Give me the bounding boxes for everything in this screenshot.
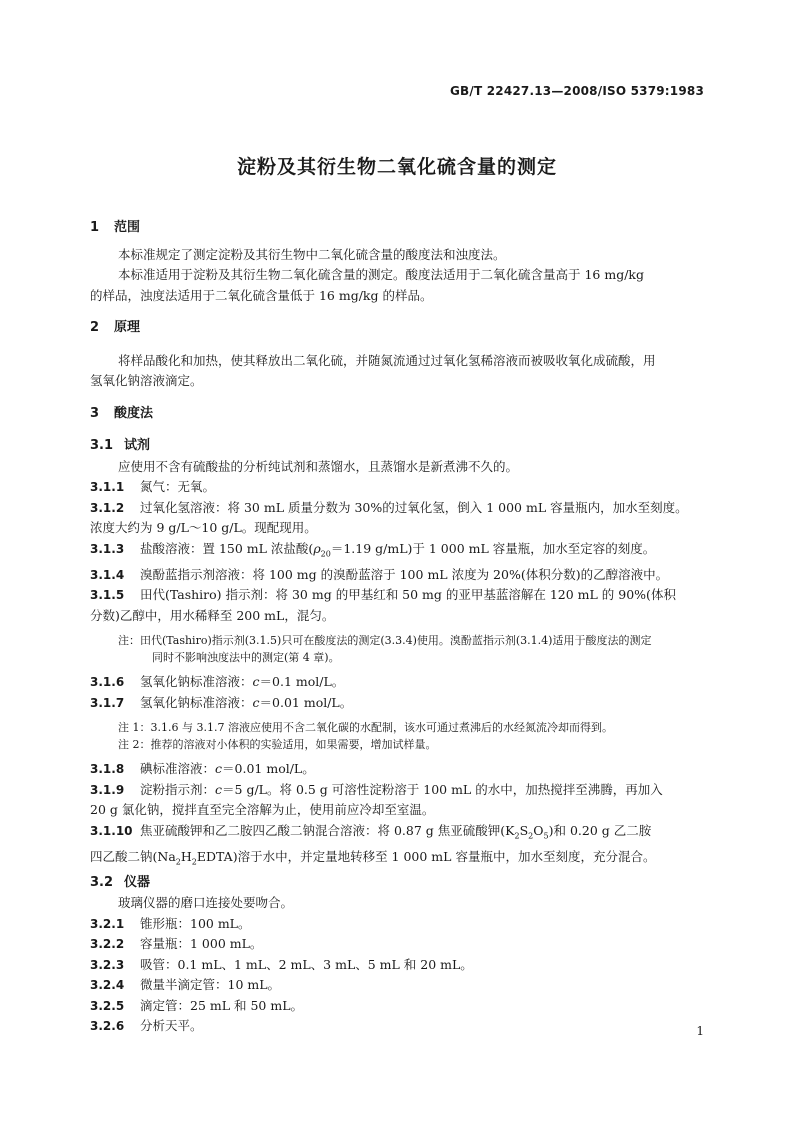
list-item: 3.1.5 田代(Tashiro) 指示剂：将 30 mg 的甲基红和 50 mg 的亚甲基蓝溶解在 120 mL 的 90%(体积 (90, 587, 676, 602)
paragraph-continued: 的样品，浊度法适用于二氧化硫含量低于 16 mg/kg 的样品。 (90, 287, 433, 303)
list-item: 3.1.3 盐酸溶液：置 150 mL 浓盐酸($\rho_{20}=1.19$ g/mL)于 1 000 mL 容量瓶，加水至定容的刻度。 (90, 540, 656, 558)
paragraph-continued: 氢氧化钠溶液滴定。 (90, 373, 203, 388)
list-item: 3.1.9 淀粉指示剂：c＝5 g/L。将 0.5 g 可溶性淀粉溶于 100 mL 的水中，加热搅拌至沸腾，再加入 (90, 781, 663, 797)
note: 注 2：推荐的溶液对小体积的实验适用，如果需要，增加试样量。 (118, 738, 437, 751)
subsection-heading-reagents: 3.1 试剂 (90, 438, 151, 453)
list-item: 3.1.4 溴酚蓝指示剂溶液：将 100 mg 的溴酚蓝溶于 100 mL 浓度为 20%(体积分数)的乙醇溶液中。 (90, 566, 669, 582)
list-item: 3.1.10 焦亚硫酸钾和乙二胺四乙酸二钠混合溶液：将 0.87 g 焦亚硫酸钾$(K_2S_2O_5)$和 0.20 g 乙二胺 (90, 822, 652, 840)
list-item: 3.2.2 容量瓶：1 000 mL。 (90, 936, 263, 951)
list-item-continued: 分数)乙醇中，用水稀释至 200 mL，混匀。 (90, 607, 335, 623)
list-item-continued: 20 g 氯化钠，搅拌直至完全溶解为止，使用前应冷却至室温。 (90, 802, 435, 817)
section-heading-principle: 2 原理 (90, 320, 141, 335)
list-item: 3.2.4 微量半滴定管：10 mL。 (90, 977, 281, 992)
paragraph: 将样品酸化和加热，使其释放出二氧化硫，并随氮流通过过氧化氢稀溶液而被吸收氧化成硫酸，用 (118, 352, 656, 368)
list-item: 3.2.5 滴定管：25 mL 和 50 mL。 (90, 997, 304, 1013)
document-title: 淀粉及其衍生物二氧化硫含量的测定 (236, 156, 557, 178)
paragraph: 玻璃仪器的磨口连接处要吻合。 (118, 895, 294, 910)
document-body (90, 218, 708, 1037)
note: 注 1：3.1.6 与 3.1.7 溶液应使用不含二氧化碳的水配制，该水可通过煮沸后的水经氮流冷却而得到。 (118, 721, 613, 734)
paragraph: 应使用不含有硫酸盐的分析纯试剂和蒸馏水，且蒸馏水是新煮沸不久的。 (118, 458, 519, 474)
list-item-continued: 四乙酸二钠$(Na_2H_2EDTA)$溶于水中，并定量地转移至 1 000 mL 容量瓶中，加水至刻度，充分混合。 (90, 848, 656, 866)
list-item: 3.1.6 氢氧化钠标准溶液：c＝0.1 mol/L。 (90, 674, 345, 689)
list-item: 3.1.1 氮气：无氧。 (90, 479, 216, 494)
note: 注：田代(Tashiro)指示剂(3.1.5)只可在酸度法的测定(3.3.4)使用。溴酚蓝指示剂(3.1.4)适用于酸度法的测定 同时不影响浊度法中的测定(第 4 章)。 (118, 634, 652, 664)
list-item: 3.1.8 碘标准溶液：c＝0.01 mol/L。 (90, 761, 315, 776)
list-item: 3.2.3 吸管：0.1 mL、1 mL、2 mL、3 mL、5 mL 和 20 mL。 (90, 956, 473, 972)
list-item: 3.1.2 过氧化氢溶液：将 30 mL 质量分数为 30%的过氧化氢，倒入 1 000 mL 容量瓶内，加水至刻度。 (90, 499, 688, 515)
list-item: 3.1.7 氢氧化钠标准溶液：c＝0.01 mol/L。 (90, 694, 353, 710)
list-item: 3.2.1 锥形瓶：100 mL。 (90, 915, 251, 931)
subsection-heading-apparatus: 3.2 仪器 (90, 874, 151, 890)
paragraph: 本标准适用于淀粉及其衍生物二氧化硫含量的测定。酸度法适用于二氧化硫含量高于 16 mg/kg (118, 267, 644, 282)
section-heading-acidity: 3 酸度法 (90, 405, 154, 421)
paragraph: 本标准规定了测定淀粉及其衍生物中二氧化硫含量的酸度法和浊度法。 (118, 246, 506, 262)
standard-code: GB/T 22427.13—2008/ISO 5379:1983 (449, 84, 704, 98)
list-item: 3.2.6 分析天平。 (90, 1018, 203, 1033)
page-number: 1 (696, 1024, 704, 1038)
section-heading-scope: 1 范围 (90, 220, 141, 235)
list-item-continued: 浓度大约为 9 g/L～10 g/L。现配现用。 (90, 520, 317, 535)
